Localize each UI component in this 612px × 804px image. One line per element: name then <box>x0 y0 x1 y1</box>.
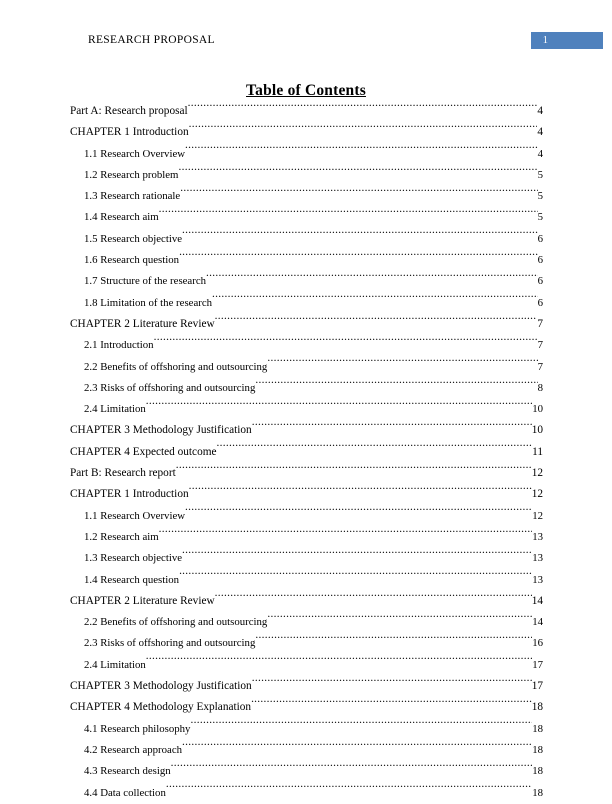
toc-leader-dots <box>171 762 533 774</box>
toc-entry[interactable] <box>70 293 543 314</box>
page-number: 1 <box>542 35 548 46</box>
toc-entry-label: 2.4 Limitation <box>84 658 146 671</box>
toc-leader-dots <box>146 400 532 412</box>
toc-entry[interactable] <box>70 484 543 505</box>
toc-entry-page: 18 <box>532 765 543 778</box>
toc-leader-dots <box>189 123 538 135</box>
toc-entry-page: 13 <box>532 573 543 586</box>
toc-entry-page: 18 <box>532 722 543 735</box>
toc-leader-dots <box>215 592 532 604</box>
toc-leader-dots <box>267 613 532 625</box>
toc-leader-dots <box>189 485 532 497</box>
toc-entry-page: 4 <box>537 126 543 139</box>
toc-entry-page: 10 <box>531 424 543 437</box>
toc-entry[interactable] <box>70 271 543 292</box>
toc-leader-dots <box>182 741 532 753</box>
toc-entry[interactable] <box>70 229 543 250</box>
toc-entry[interactable] <box>70 378 543 399</box>
toc-entry-label: 2.2 Benefits of offshoring and outsourcing <box>84 360 268 373</box>
toc-entry-label: 1.8 Limitation of the research <box>84 296 213 309</box>
toc-leader-dots <box>159 208 538 220</box>
toc-leader-dots <box>215 315 538 327</box>
page-title: Table of Contents <box>246 82 366 99</box>
toc-entry-page: 7 <box>537 339 543 352</box>
toc-entry-page: 5 <box>537 190 543 203</box>
toc-entry-label: CHAPTER 3 Methodology Justification <box>70 680 252 693</box>
toc-leader-dots <box>188 102 538 114</box>
toc-leader-dots <box>166 784 532 796</box>
toc-entry[interactable] <box>70 740 543 761</box>
toc-entry[interactable] <box>70 165 543 186</box>
toc-leader-dots <box>212 294 538 306</box>
toc-entry-page: 16 <box>532 637 543 650</box>
toc-entry-label: 1.4 Research question <box>84 573 180 586</box>
toc-entry-label: 1.6 Research question <box>84 254 180 267</box>
toc-entry[interactable] <box>70 186 543 207</box>
toc-entry-label: CHAPTER 1 Introduction <box>70 488 189 501</box>
toc-entry-page: 7 <box>537 317 543 330</box>
toc-entry-label: 4.1 Research philosophy <box>84 722 191 735</box>
toc-entry[interactable] <box>70 314 543 335</box>
toc-entry-page: 12 <box>531 467 543 480</box>
toc-leader-dots <box>159 528 533 540</box>
toc-entry-page: 6 <box>537 232 543 245</box>
toc-leader-dots <box>255 379 537 391</box>
toc-entry-label: 1.1 Research Overview <box>84 509 186 522</box>
toc-entry[interactable] <box>70 250 543 271</box>
toc-leader-dots <box>255 634 532 646</box>
toc-leader-dots <box>185 145 538 157</box>
toc-entry[interactable] <box>70 633 543 654</box>
toc-entry[interactable] <box>70 548 543 569</box>
toc-leader-dots <box>185 507 532 519</box>
toc-leader-dots <box>154 336 538 348</box>
toc-entry[interactable] <box>70 612 543 633</box>
toc-entry-label: 4.2 Research approach <box>84 743 183 756</box>
toc-entry[interactable] <box>70 399 543 420</box>
toc-entry-label: 1.3 Research rationale <box>84 190 181 203</box>
toc-entry-label: CHAPTER 3 Methodology Justification <box>70 424 252 437</box>
toc-leader-dots <box>182 230 538 242</box>
toc-entry[interactable] <box>70 719 543 740</box>
toc-entry-label: 1.5 Research objective <box>84 232 183 245</box>
toc-entry[interactable] <box>70 357 543 378</box>
toc-entry-label: 1.2 Research aim <box>84 530 159 543</box>
toc-entry[interactable] <box>70 783 543 804</box>
toc-leader-dots <box>178 166 537 178</box>
toc-entry[interactable] <box>70 207 543 228</box>
toc-entry-page: 5 <box>537 211 543 224</box>
toc-entry-page: 6 <box>537 296 543 309</box>
toc-entry[interactable] <box>70 144 543 165</box>
toc-entry-page: 7 <box>537 360 543 373</box>
toc-entry-page: 13 <box>532 552 543 565</box>
toc-entry[interactable] <box>70 655 543 676</box>
toc-leader-dots <box>251 698 532 710</box>
toc-entry-label: CHAPTER 2 Literature Review <box>70 317 215 330</box>
toc-entry-page: 18 <box>531 701 543 714</box>
toc-entry-label: CHAPTER 4 Methodology Explanation <box>70 701 252 714</box>
toc-entry-page: 6 <box>537 254 543 267</box>
toc-entry-page: 18 <box>532 743 543 756</box>
toc-entry[interactable] <box>70 101 543 122</box>
toc-entry-page: 12 <box>532 509 543 522</box>
toc-entry-label: 2.1 Introduction <box>84 339 154 352</box>
page-header <box>0 34 612 54</box>
toc-entry-label: 2.2 Benefits of offshoring and outsourcing <box>84 616 268 629</box>
toc-entry-label: CHAPTER 1 Introduction <box>70 126 189 139</box>
toc-entry-page: 8 <box>537 381 543 394</box>
toc-entry[interactable] <box>70 442 543 463</box>
toc-entry-page: 17 <box>532 658 543 671</box>
toc-entry-page: 13 <box>532 530 543 543</box>
toc-entry-label: 4.3 Research design <box>84 765 171 778</box>
toc-leader-dots <box>267 358 537 370</box>
toc-leader-dots <box>176 464 532 476</box>
toc-entry-label: 2.3 Risks of offshoring and outsourcing <box>84 637 256 650</box>
toc-entry[interactable] <box>70 697 543 718</box>
toc-entry[interactable] <box>70 527 543 548</box>
toc-entry-label: 2.4 Limitation <box>84 403 146 416</box>
toc-leader-dots <box>146 656 532 668</box>
toc-entry-label: CHAPTER 4 Expected outcome <box>70 445 217 458</box>
toc-leader-dots <box>206 272 538 284</box>
toc-entry-label: Part B: Research report <box>70 467 176 480</box>
toc-entry-label: 1.2 Research problem <box>84 168 179 181</box>
toc-entry-page: 4 <box>537 105 543 117</box>
toc-leader-dots <box>182 549 532 561</box>
toc-entry-page: 17 <box>531 680 543 693</box>
toc-entry-page: 14 <box>531 594 543 607</box>
toc-entry-label: 1.7 Structure of the research <box>84 275 207 288</box>
toc-leader-dots <box>179 251 538 263</box>
toc-entry-label: 1.1 Research Overview <box>84 147 186 160</box>
toc-leader-dots <box>252 421 532 433</box>
toc-entry-label: 1.3 Research objective <box>84 552 183 565</box>
toc-entry-label: 1.4 Research aim <box>84 211 159 224</box>
toc-entry[interactable] <box>70 335 543 356</box>
toc-entry[interactable] <box>70 420 543 441</box>
toc-entry-page: 18 <box>532 786 543 799</box>
toc-entry[interactable] <box>70 676 543 697</box>
toc-entry-label: 2.3 Risks of offshoring and outsourcing <box>84 381 256 394</box>
toc-entry-page: 10 <box>532 403 543 416</box>
toc-entry-page: 12 <box>531 488 543 501</box>
toc-entry[interactable] <box>70 463 543 484</box>
toc-leader-dots <box>217 443 533 455</box>
toc-entry-page: 4 <box>537 147 543 160</box>
toc-entry[interactable] <box>70 570 543 591</box>
toc-entry[interactable] <box>70 591 543 612</box>
header-title: RESEARCH PROPOSAL <box>88 34 215 46</box>
toc-entry-page: 11 <box>532 445 543 458</box>
toc-entry-label: CHAPTER 2 Literature Review <box>70 594 215 607</box>
toc-entry-label: 4.4 Data collection <box>84 786 166 799</box>
toc-entry-page: 5 <box>537 168 543 181</box>
toc-leader-dots <box>179 571 532 583</box>
table-of-contents <box>70 101 543 804</box>
toc-entry-label: Part A: Research proposal <box>70 105 188 117</box>
toc-entry[interactable] <box>70 122 543 143</box>
toc-entry[interactable] <box>70 506 543 527</box>
toc-leader-dots <box>190 720 532 732</box>
toc-leader-dots <box>180 187 537 199</box>
toc-entry-page: 6 <box>537 275 543 288</box>
toc-entry-page: 14 <box>532 616 543 629</box>
toc-entry[interactable] <box>70 761 543 782</box>
toc-leader-dots <box>252 677 532 689</box>
